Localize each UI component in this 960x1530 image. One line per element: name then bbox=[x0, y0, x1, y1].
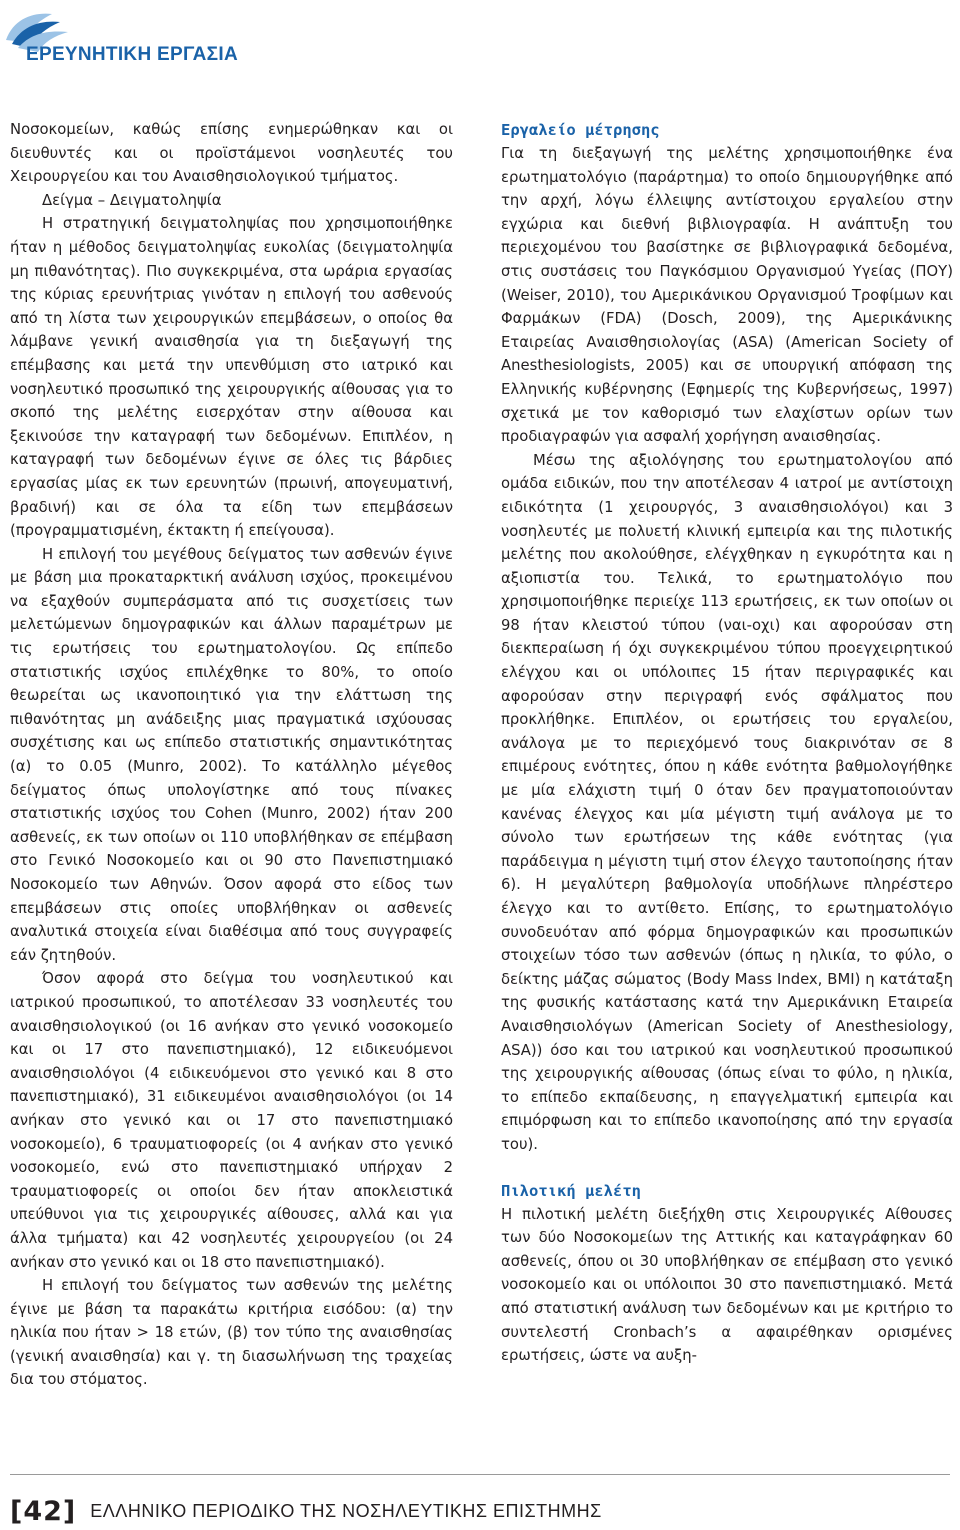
body-paragraph: Δείγμα – Δειγματοληψία bbox=[42, 191, 222, 209]
section-heading: Πιλοτική μελέτη bbox=[501, 1181, 641, 1200]
body-paragraph: Μέσω της αξιολόγησης του ερωτηματολογίου από ομάδα ειδικών, που την αποτέλεσαν 4 ιατροί με αντίστοιχη ειδικότητα (1 χειρουργός, 3 αναισθησιολόγοι) και 3 νοσηλευτές με πολυετή κλινική εμπειρία και της πιλοτικής μελέτης που ακολούθησε, ελέγχθηκαν η εγκυρότητα και η αξιοπιστία του. Τελικά, το ερωτηματολόγιο που χρησιμοποιήθηκε περιείχε 113 ερωτήσεις, εκ των οποίων οι 98 ήταν κλειστού τύπου (ναι-οχι) και αφορούσαν στη διεκπεραίωση ή όχι συγκεκριμένου τύπου προεγχειρητικού ελέγχου και οι υπόλοιπες 15 ήταν περιγραφικές και αφορούσαν στην περιγραφή ενός σφάλματος που προκλήθηκε. Επιπλέον, οι ερωτήσεις του εργαλείου, ανάλογα με το περιεχόμενό τους διακρινόταν σε 8 επιμέρους ενότητες, όπου η κάθε ενότητα βαθμολογήθηκε με μία ελάχιστη τιμή 0 όταν δεν πραγματοποιούνταν κανένας έλεγχος και μία μέγιστη τιμή ανάλογα με το σύνολο των ερωτήσεων της κάθε ενότητας (για παράδειγμα η μέγιστη τιμή στον έλεγχο ταυτοποίησης ήταν 6). Η μεγαλύτερη βαθμολογία υποδήλωνε πληρέστερο έλεγχο και το αντίθετο. Επίσης, το ερωτηματολόγιο συνοδευόταν από φόρμα δημογραφικών και προσωπικών στοιχείων τόσο των ασθενών (όπως η ηλικία, το φύλο, ο δείκτης μάζας σώματος (Body Mass Index, BMI) η κατάταξη της φυσικής κατάστασης κατά την Αμερικάνικη Εταιρεία Αναισθησιολόγων (American Society of Anesthesiology, ASA)) όσο και του ιατρικού και νοσηλευτικού προσωπικού της χειρουργικής αίθουσας (όπως είναι το φύλο, η ηλικία, το επίπεδο εκπαίδευσης, η επαγγελματική εμπειρία και επιμόρφωση και το επίπεδο ικανοποίησης από την εργασία του). bbox=[501, 451, 953, 1153]
body-paragraph: Νοσοκομείων, καθώς επίσης ενημερώθηκαν και οι διευθυντές και οι προϊστάμενοι νοσηλευτές του Χειρουργείου και του Αναισθησιολογικού τμήματος. bbox=[10, 121, 453, 186]
body-paragraph: Η επιλογή του δείγματος των ασθενών της μελέτης έγινε με βάση τα παρακάτω κριτήρια εισόδου: (α) την ηλικία που ήταν > 18 ετών, (β) τον τύπο της αναισθησίας (γενική αναισθησία) και γ. τη διασωλήνωση της τραχείας δια του στόματος. bbox=[10, 1277, 453, 1389]
body-paragraph: Για τη διεξαγωγή της μελέτης χρησιμοποιήθηκε ένα ερωτηματολόγιο (παράρτημα) το οποίο δημιουργήθηκε από την αρχή, λόγω έλλειψης αντίστοιχου εργαλείου στην εγχώρια και διεθνή βιβλιογραφία. Η ανάπτυξη του περιεχομένου του βασίστηκε σε βιβλιογραφικά δεδομένα, στις συστάσεις του Παγκόσμιου Οργανισμού Υγείας (ΠΟΥ) (Weiser, 2010), του Αμερικάνικου Οργανισμού Τροφίμων και Φαρμάκων (FDA) (Dosch, 2009), της Αμερικάνικης Εταιρείας Αναισθησιολογίας (ASA) (American Society of Anesthesiologists, 2005) και σε υπουργική απόφαση της Ελληνικής κυβέρνησης (Εφημερίς της Κυβερνήσεως, 1997) σχετικά με τον καθορισμό των ελαχίστων ορίων των προδιαγραφών για ασφαλή χορήγηση αναισθησίας. bbox=[501, 145, 953, 446]
body-paragraph: Η επιλογή του μεγέθους δείγματος των ασθενών έγινε με βάση μια προκαταρκτική ανάλυση ισχύος, προκειμένου να εξαχθούν συμπεράσματα από τις συσχετίσεις των μελετώμενων δημογραφικών και άλλων παραμέτρων με τις ερωτήσεις του ερωτηματολογίου. Ως επίπεδο στατιστικής ισχύος επιλέχθηκε το 80%, το οποίο θεωρείται ως ικανοποιητικό για την ελάττωση της πιθανότητας μη ανάδειξης μιας πραγματικά ισχύουσας συσχέτισης και ως επίπεδο στατιστικής σημαντικότητας (α) το 0.05 (Munro, 2002). Το κατάλληλο μέγεθος δείγματος όπως υπολογίστηκε από τους πίνακες στατιστικής ισχύος του Cohen (Munro, 2002) ήταν 200 ασθενείς, εκ των οποίων οι 110 υποβλήθηκαν σε επέμβαση στο Γενικό Νοσοκομείο και οι 90 στο Πανεπιστημιακό Νοσοκομείο των Αθηνών. Όσον αφορά στο είδος των επεμβάσεων στις οποίες υποβλήθηκαν οι ασθενείς αναλυτικά στοιχεία είναι διαθέσιμα από τους συγγραφείς εάν ζητηθούν. bbox=[10, 545, 453, 964]
body-paragraph: Όσον αφορά στο δείγμα του νοσηλευτικού και ιατρικού προσωπικού, το αποτέλεσαν 33 νοσηλευτές του αναισθησιολογικού (οι 16 ανήκαν στο γενικό νοσοκομείο και οι 17 στο πανεπιστημιακό), 12 ειδικευόμενοι αναισθησιολόγοι (4 ειδικευόμενοι στο γενικό και 8 στο πανεπιστημιακό), 31 ειδικευμένοι αναισθησιολόγοι (οι 14 ανήκαν στο γενικό και οι 17 στο πανεπιστημιακό νοσοκομείο), 6 τραυματιοφορείς (οι 4 ανήκαν στο γενικό νοσοκομείο, ενώ στο πανεπιστημιακό υπήρχαν 2 τραυματιοφορείς οι οποίοι δεν ήταν αποκλειστικά υπεύθυνοι για τις χειρουργικές αίθουσες, αλλά και για άλλα τμήματα) και 42 νοσηλευτές χειρουργείου (οι 24 ανήκαν στο γενικό και οι 18 στο πανεπιστημιακό). bbox=[10, 970, 453, 1271]
body-paragraph: Η στρατηγική δειγματοληψίας που χρησιμοποιήθηκε ήταν η μέθοδος δειγματοληψίας ευκολίας (δειγματοληψία μη πιθανότητας). Πιο συγκεκριμένα, στα ωράρια εργασίας της κύριας ερευνήτριας γινόταν η επιλογή του ασθενούς από τη λίστα των χειρουργικών επεμβάσεων, ο οποίος θα λάμβανε γενική αναισθησία για τη διεξαγωγή της επέμβασης και μετά την υπενθύμιση στο ιατρικό και νοσηλευτικό προσωπικό της χειρουργικής αίθουσας για το σκοπό της μελέτης εισερχόταν στην αίθουσα και ξεκινούσε την καταγραφή των δεδομένων. Επιπλέον, η καταγραφή των δεδομένων έγινε σε όλες τις βάρδιες εργασίας μίας εκ των ερευνητών (πρωινή, απογευματινή, βραδινή) και σε όλα τα είδη των επεμβάσεων (προγραμματισμένη, έκτακτη ή επείγουσα). bbox=[10, 215, 453, 540]
footer-divider bbox=[10, 1474, 950, 1475]
section-title: ΕΡΕΥΝΗΤΙΚΗ ΕΡΓΑΣΙΑ bbox=[26, 44, 238, 65]
page-footer bbox=[10, 1494, 602, 1528]
left-column bbox=[10, 118, 453, 1392]
right-column bbox=[501, 118, 953, 1368]
section-heading: Εργαλείο μέτρησης bbox=[501, 121, 660, 139]
page-number: [42] bbox=[10, 1495, 77, 1527]
journal-title: ΕΛΛΗΝΙΚΟ ΠΕΡΙΟΔΙΚΟ ΤΗΣ ΝΟΣΗΛΕΥΤΙΚΗΣ ΕΠΙΣΤΗΜΗΣ bbox=[90, 1500, 602, 1521]
body-paragraph: Η πιλοτική μελέτη διεξήχθη στις Χειρουργικές Αίθουσες των δύο Νοσοκομείων της Αττικής και καταγράφηκαν 60 ασθενείς, όπου οι 30 υποβλήθηκαν σε επέμβαση στο γενικό νοσοκομείο και οι υπόλοιποι 30 στο πανεπιστημιακό. Μετά από στατιστική ανάλυση των δεδομένων και με κριτήριο το συντελεστή Cronbach’s α αφαιρέθηκαν ορισμένες ερωτήσεις, ώστε να αυξη- bbox=[501, 1205, 953, 1365]
page-header bbox=[0, 0, 960, 90]
